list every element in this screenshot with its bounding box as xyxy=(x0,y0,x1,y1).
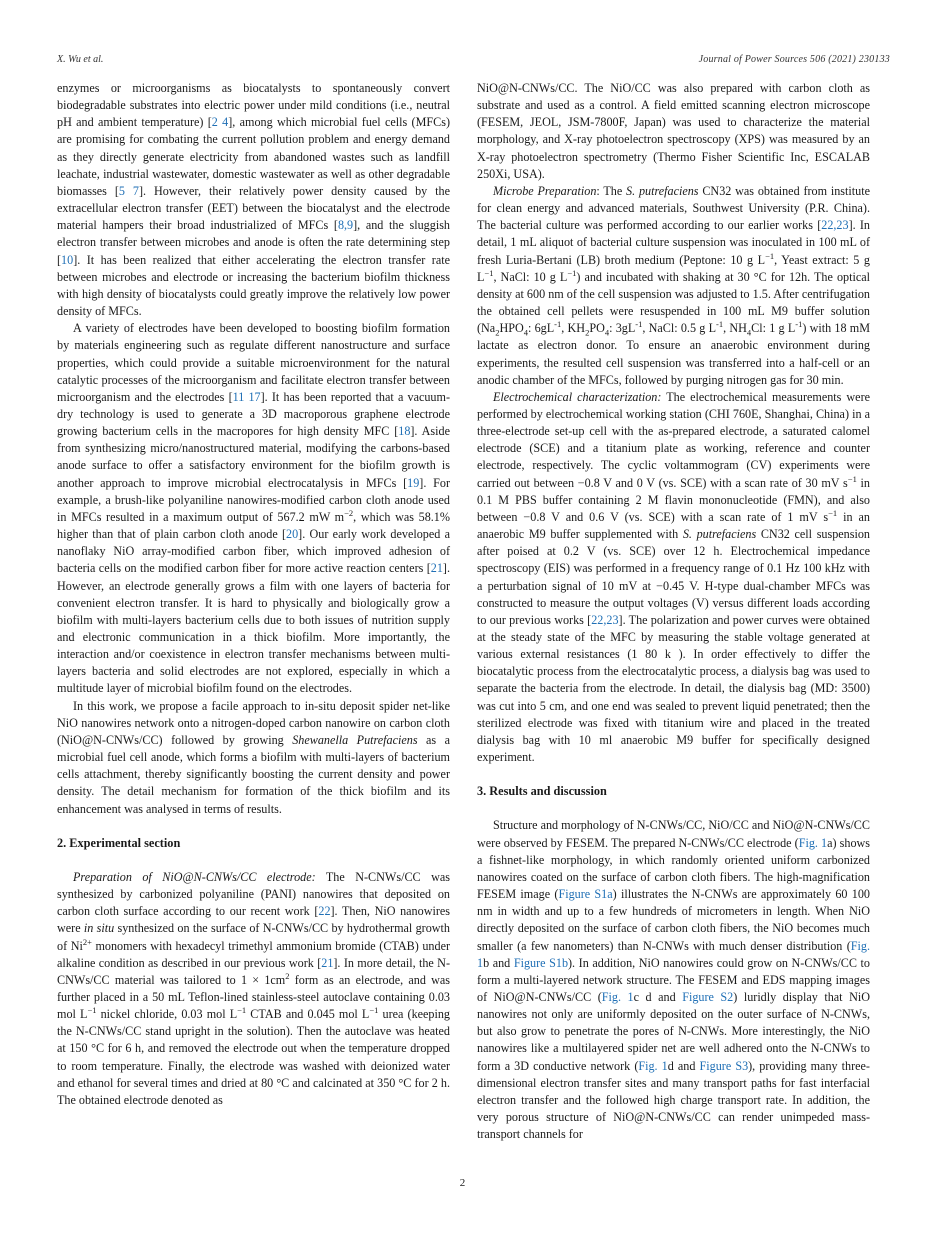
figure-link[interactable]: Figure S2 xyxy=(682,989,734,1004)
results-paragraph-1: Structure and morphology of N-CNWs/CC, NiO/CC and NiO@N-CNWs/CC were observed by FESEM. The prepared N-CNWs/CC electrode (Fig. 1a) shows a fishnet-like morphology, in which randomly oriented uniform carbonized nanowires coated on the surface of carbon cloth fibers. The high-magnification FESEM image (Figure S1a) illustrates the N-CNWs are approximately 60 100 nm in width and up to a few hundreds of micrometers in length. When NiO directly deposited on the surface of carbon cloth fibers, the NiO becomes much smaller (a few nanometers) than N-CNWs with much denser distribution (Fig. 1b and Figure S1b). In addition, NiO nanowires could grow on N-CNWs/CC to form a multi-layered network structure. The FESEM and EDS mapping images of NiO@N-CNWs/CC (Fig. 1c d and Figure S2) luridly display that NiO nanowires not only are uniformly deposited on the outer surface of N-CNWs, but also grow to penetrate the pores of N-CNWs. More interestingly, the NiO nanowires like a multilayered spider net are well adhered onto the N-CNWs to form a 3D conductive network (Fig. 1d and Figure S3), providing many three-dimensional electron transfer sites and many transport paths for fast interfacial electron transfer and the followed high charge transport rate. In addition, the very porous structure of NiO@N-CNWs/CC can render unimpeded mass-transport channels for xyxy=(477,818,871,1142)
left-column xyxy=(57,80,450,1109)
citation-link[interactable]: 8,9 xyxy=(337,218,354,233)
figure-link[interactable]: Fig. 1 xyxy=(601,989,634,1004)
intro-paragraph-2: A variety of electrodes have been developed to boosting biofilm formation by materials engineering such as regulate different nanostructure and surface properties, which could provide a suitable microenvironment for the natural catalytic processes of the microorganism and facilitate electron transfer between microorganism and the electrodes [11 17]. It has been reported that a vacuum-dry technology is used to generate a 3D macroporous graphene electrode growing bacterium cells in the macropores for high density MFC [18]. Aside from synthesizing micro/nanostructured material, modifying the carbons-based anode surface to offer a satisfactory environment for the biofilm growth is another approach to improve microbial electrocatalysis in MFCs [19]. For example, a brush-like polyaniline nanowires-modified carbon cloth anode used in MFCs resulted in a maximum output of 567.2 mW $m^{-2}$, which was 58.1% higher than that of plain carbon cloth anode [20]. Our early work developed a nanoflaky NiO array-modified carbon fiber, which improved adhesion of bacteria cells on the modified carbon fiber for more active reaction centers [21]. However, an electrode generally grows a film with one layers of bacteria for convenient electron transfer. It is hard to physically and biologically grow a biofilm with multi-layers bacterium cells due to both issues of nutrition supply and electronic communication in a thick biofilm. More importantly, the interaction and/or coexistence in electron transfer mechanisms between multi-layers bacteria and solid electrodes are not explored, especially in which a multitude layer of microbial biofilm found on the electrodes. xyxy=(57,321,450,696)
intro-paragraph-3: In this work, we propose a facile approach to in-situ deposit spider net-like NiO nanowires network onto a nitrogen-doped carbon nanowire on carbon cloth (NiO@N-CNWs/CC) followed by growing Shewanella Putrefaciens as a microbial fuel cell anode, which forms a biofilm with multi-layers of bacterium cells attachment, thereby significantly boosting the current density and power density. The detail mechanism for formation of the thick biofilm and its enhancement was analysed in terms of results. xyxy=(57,698,451,816)
citation-link[interactable]: 22,23 xyxy=(821,218,849,233)
running-header-authors: X. Wu et al. xyxy=(57,54,104,65)
citation-link[interactable]: 11 17 xyxy=(232,389,261,404)
citation-link[interactable]: 18 xyxy=(398,424,411,439)
citation-link[interactable]: 22,23 xyxy=(591,612,619,627)
figure-link[interactable]: Fig. 1 xyxy=(638,1058,668,1073)
citation-link[interactable]: 21 xyxy=(430,561,443,576)
citation-link[interactable]: 5 7 xyxy=(118,183,139,198)
running-header-journal: Journal of Power Sources 506 (2021) 230133 xyxy=(698,54,890,65)
citation-link[interactable]: 10 xyxy=(61,252,74,267)
citation-link[interactable]: 21 xyxy=(321,955,334,970)
figure-link[interactable]: Figure S3 xyxy=(699,1058,749,1073)
method-paragraph-electrochemical: Electrochemical characterization: The electrochemical measurements were performed by electrochemical working station (CHI 760E, Shanghai, China) in a three-electrode set-up cell with the as-prepared electrode, a saturated calomel electrode (SCE) and a titanium plate as working, reference and counter electrode, respectively. The cyclic voltammogram (CV) experiments were carried out between −0.8 V and 0 V (vs. SCE) with a scan rate of 30 mV $s^{-1}$ in 0.1 M PBS buffer containing 2 M flavin mononucleotide (FMN), and also between −0.8 V and 0.6 V (vs. SCE) with a scan rate of 1 mV $s^{-1}$ in an anaerobic M9 buffer supplemented with S. putrefaciens CN32 cell suspension after poised at 0.2 V (vs. SCE) over 12 h. Electrochemical impedance spectroscopy (EIS) was performed in a frequency range of 0.1 Hz 100 kHz with a perturbation signal of 10 mV at −0.45 V. H-type dual-chamber MFCs was constructed to measure the output voltages (V) versus different loads according to our previous works [22,23]. The polarization and power curves were obtained at the steady state of the MFC by measuring the stable voltage generated at various external resistances (1 80 k ). In order effectively to differ the biocatalytic process from the electrocatalytic process, a dialysis bag was used to separate the bacteria from the electrode. In detail, the dialysis bag (MD: 3500) was cut into 5 cm, and one end was sealed to prevent liquid penetrated; then the sterilized electrode was fixed with titanium wire and placed in the treated dialysis bag with 10 ml anaerobic M9 buffer for specifically designed experiment. xyxy=(477,389,871,765)
section-heading-experimental: 2. Experimental section xyxy=(57,835,181,850)
figure-link[interactable]: Figure S1b xyxy=(513,955,569,970)
citation-link[interactable]: 22 xyxy=(318,904,331,919)
citation-link[interactable]: 20 xyxy=(286,527,299,542)
figure-link[interactable]: Fig. 1 xyxy=(477,938,870,970)
citation-link[interactable]: 2 4 xyxy=(211,115,229,130)
method-paragraph-characterization: NiO@N-CNWs/CC. The NiO/CC was also prepared with carbon cloth as substrate and used as a control. A field emitted scanning electron microscope (FESEM, JEOL, JSM-7800F, Japan) was used to characterize the material morphology, and X-ray photoelectron spectroscopy (XPS) was measured by an X-ray photoelectron spectrometry (Thermo Fisher Scientific Inc, ESCALAB 250Xi, USA). xyxy=(477,81,870,181)
right-column xyxy=(477,80,870,1143)
method-paragraph-electrode: Preparation of NiO@N-CNWs/CC electrode: The N-CNWs/CC was synthesized by carbonized polyaniline (PANI) nanowires that deposited on carbon cloth surface according to our recent work [22]. Then, NiO nanowires were in situ synthesized on the surface of N-CNWs/CC by hydrothermal growth of $Ni^{2+}$ monomers with hexadecyl trimethyl ammonium bromide (CTAB) under alkaline condition as described in our previous work [21]. In more detail, the N-CNWs/CC material was tailored to $1 \times 1cm^2$ form as an electrode, and was further placed in a 50 mL Teflon-lined stainless-steel autoclave containing 0.03 mol $L^{-1}$ nickel chloride, 0.03 mol $L^{-1}$ CTAB and 0.045 mol $L^{-1}$ urea (keeping the N-CNWs/CC stand upright in the solution). Then the autoclave was heated at 150 °C for 6 h, and removed the electrode out when the temperature dropped to room temperature. Finally, the electrode was washed with deionized water and ethanol for several times and dried at 80 °C and calcinated at 350 °C for 2 h. The obtained electrode denoted as xyxy=(57,869,451,1107)
figure-link[interactable]: Fig. 1 xyxy=(798,835,828,850)
citation-link[interactable]: 19 xyxy=(407,475,420,490)
intro-paragraph-1: enzymes or microorganisms as biocatalysts to spontaneously convert biodegradable substrates into electric power under mild conditions (i.e., neutral pH and ambient temperature) [2 4], among which microbial fuel cells (MFCs) are promising for combating the current pollution problem and energy demand as they directly generate electricity from abandoned wastes such as landfill leachate, industrial wastewater, domestic wastewater as well as other degradable biomasses [5 7]. However, their relatively power density caused by the extracellular electron transfer (EET) between the biocatalyst and the electrode material hampers their broad industrialized of MFCs [8,9], and the sluggish electron transfer between microbes and anode is often the rate determining step [10]. It has been realized that either accelerating the electron transfer rate between microbes and electrode or increasing the bacterium biofilm thickness with high density of biocatalysts could greatly improve the relatively low power density of MFCs. xyxy=(57,81,450,319)
figure-link[interactable]: Figure S1a xyxy=(558,887,613,902)
method-paragraph-microbe: Microbe Preparation: The S. putrefaciens CN32 was obtained from institute for clean energy and advanced materials, Southwest University (P.R. China). The bacterial culture was performed according to our earlier works [22,23]. In detail, 1 mL aliquot of bacterial culture suspension was inoculated in 100 mL of fresh Luria-Bertani (LB) broth medium (Peptone: 10 g $L^{-1}$, Yeast extract: 5 g $L^{-1}$, NaCl: 10 g $L^{-1}$) and incubated with shaking at 30 °C for 12h. The optical density at 600 nm of the cell suspension was adjusted to 1.5. After centrifugation the obtained cell pellets were resuspended in 100 mL M9 buffer solution ($Na_2HPO_4$: $6gL^{-1}$, $KH_2PO_4$: $3gL^{-1}$, NaCl: 0.5 g $L^{-1}$, $NH_4Cl$: 1 g $L^{-1}$) with 18 mM lactate as electron donor. To ensure an anaerobic environment during experiments, the resulted cell suspension was transferred into a half-cell or an anodic chamber of the MFCs, followed by purging nitrogen gas for 30 min. xyxy=(477,183,871,387)
section-heading-results: 3. Results and discussion xyxy=(477,784,607,799)
page-number: 2 xyxy=(459,1177,466,1189)
